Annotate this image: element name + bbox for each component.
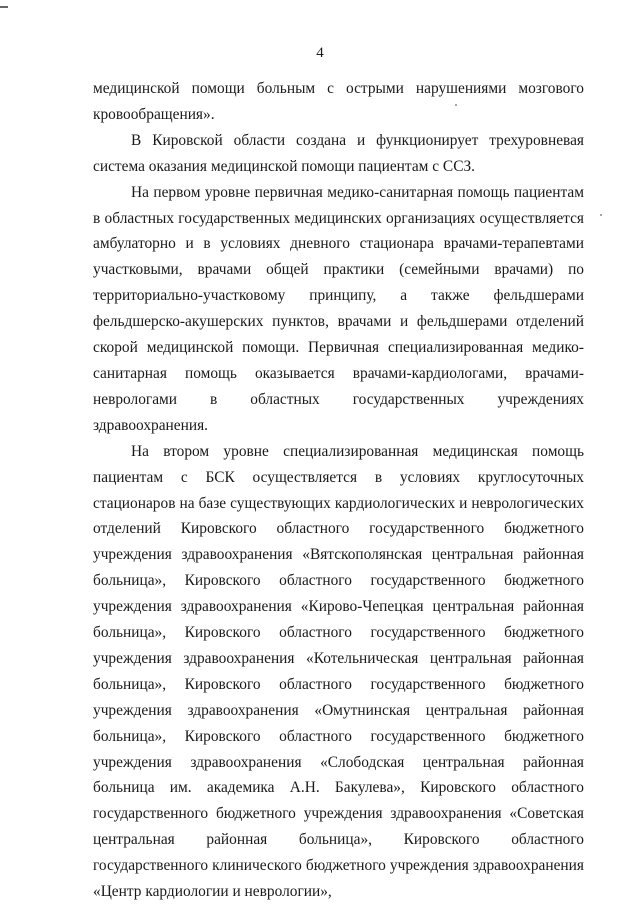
paragraph-continuation: медицинской помощи больным с острыми нарушениями мозгового кровообращения». [93,80,584,123]
paragraph-system-overview: В Кировской области создана и функционирует трехуровневая система оказания медицинской помощи пациентам с ССЗ. [93,131,584,175]
paragraph-second-level: На втором уровне специализированная медицинская помощь пациентам с БСК осуществляется в условиях круглосуточных стационаров на базе существующих кардиологических и неврологических отделений Кировского областного государственного бюджетного учреждения здравоохранения «Вятскополянская центральная районная больница», Кировского областного государственного бюджетного учреждения здравоохранения «Кирово-Чепецкая центральная районная больница», Кировского областного государственного бюджетного учреждения здравоохранения «Котельническая центральная районная больница», Кировского областного государственного бюджетного учреждения здравоохранения «Омутнинская центральная районная больница», Кировского областного государственного бюджетного учреждения здравоохранения «Слободская центральная районная больница им. академика А.Н. Бакулева», Кировского областного государственного бюджетного учреждения здравоохранения «Советская центральная районная больница», Кировского областного государственного клинического бюджетного учреждения здравоохранения «Центр кардиологии и неврологии», [93,442,584,901]
document-body [93,76,584,905]
paragraph-first-level: На первом уровне первичная медико-санитарная помощь пациентам в областных государственных медицинских организациях осуществляется амбулаторно и в условиях дневного стационара врачами-терапевтами участковыми, врачами общей практики (семейными врачами) по территориально-участковому принципу, а также фельдшерами фельдшерско-акушерских пунктов, врачами и фельдшерами отделений скорой медицинской помощи. Первичная специализированная медико-санитарная помощь оказывается врачами-кардиологами, врачами-неврологами в областных государственных учреждениях здравоохранения. [93,183,584,434]
scan-mark [0,6,8,8]
page-number: 4 [316,45,324,61]
scan-speck [600,214,602,216]
